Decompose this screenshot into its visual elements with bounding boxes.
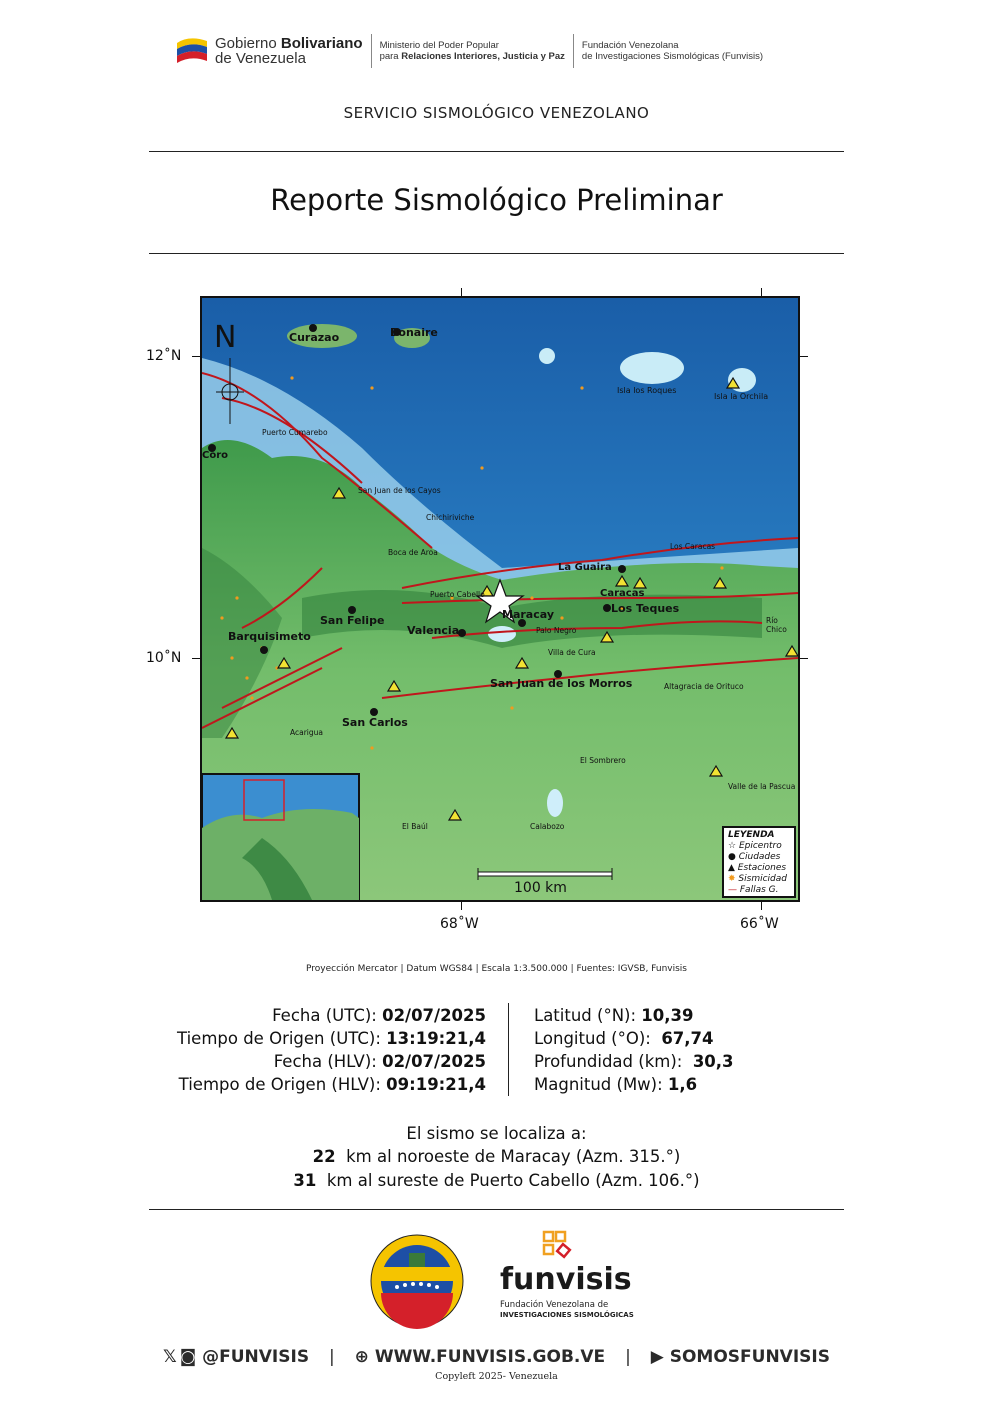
label-barquisimeto: Barquisimeto (228, 630, 311, 643)
foundation-name (582, 40, 763, 62)
social-links (0, 1347, 993, 1367)
social-handle[interactable]: @FUNVISIS (202, 1347, 310, 1367)
bottom-rule (149, 1209, 844, 1210)
latitude-label: Latitud (°N): (534, 1006, 642, 1025)
label-el-sombrero: El Sombrero (580, 756, 626, 765)
ministry-line1: Ministerio del Poder Popular (379, 40, 499, 51)
lat-label-12: 12˚N (146, 348, 182, 364)
funvisis-line1: Fundación Venezolana de (500, 1300, 609, 1310)
label-chichiriviche: Chichiriviche (426, 513, 475, 522)
ministry-name (380, 40, 565, 62)
north-label: N (214, 320, 237, 355)
utc-date-row (130, 1004, 486, 1027)
tick-bottom-66 (761, 902, 762, 910)
legend-stations: ▲ Estaciones (728, 863, 787, 873)
label-el-baul: El Baúl (402, 822, 428, 831)
depth-row (534, 1050, 834, 1073)
government-logo (175, 33, 363, 69)
longitude-row (534, 1027, 834, 1050)
label-calabozo: Calabozo (530, 822, 565, 831)
top-rule (149, 151, 844, 152)
label-villa-cura: Villa de Cura (548, 648, 596, 657)
longitude-label: Longitud (°O): (534, 1029, 662, 1048)
map-legend (722, 826, 796, 898)
legend-epicenter: ☆ Epicentro (728, 841, 782, 851)
tick-right-12 (800, 356, 808, 357)
tick-top-66 (761, 288, 762, 296)
event-time-block (130, 1004, 486, 1096)
label-san-carlos: San Carlos (342, 716, 408, 729)
instagram-icon[interactable]: ◙ (179, 1347, 197, 1367)
label-san-juan-morros: San Juan de los Morros (490, 677, 633, 690)
label-los-teques: Los Teques (611, 602, 680, 615)
depth-value: 30,3 (692, 1052, 734, 1071)
header-logos (175, 28, 763, 74)
label-puerto-cumarebo: Puerto Cumarebo (262, 428, 328, 437)
legend-epicenter-label: Epicentro (738, 841, 782, 851)
foundation-line2: de Investigaciones Sismológicas (Funvisis) (581, 51, 764, 62)
label-valencia: Valencia (407, 624, 460, 637)
globe-icon: ⊕ (354, 1347, 369, 1367)
label-altagracia: Altagracia de Orituco (664, 682, 744, 691)
header-divider-2 (573, 34, 574, 68)
foundation-line1: Fundación Venezolana (581, 40, 679, 51)
legend-seismicity: ✸ Sismicidad (728, 874, 787, 884)
distance-2-km: 31 (293, 1171, 317, 1190)
magnitude-row (534, 1073, 834, 1096)
hlv-date-label: Fecha (HLV): (273, 1052, 383, 1071)
title-rule (149, 253, 844, 254)
longitude-value: 67,74 (661, 1029, 714, 1048)
hlv-date-row (130, 1050, 486, 1073)
label-san-felipe: San Felipe (320, 614, 385, 627)
hlv-time-value: 09:19:21,4 (386, 1075, 486, 1094)
gov-name-a: Gobierno (215, 35, 281, 52)
scale-label: 100 km (514, 880, 567, 896)
lon-label-68: 68˚W (440, 916, 479, 932)
depth-label: Profundidad (km): (534, 1052, 693, 1071)
label-bonaire: Bonaire (390, 326, 438, 339)
utc-date-label: Fecha (UTC): (272, 1006, 383, 1025)
label-palo-negro: Palo Negro (536, 626, 577, 635)
youtube-icon[interactable]: ▶ (650, 1347, 664, 1367)
label-valle-pascua: Valle de la Pascua (728, 782, 796, 791)
ministry-seal (369, 1233, 465, 1329)
distance-1-text: km al noroeste de Maracay (Azm. 315.°) (335, 1147, 681, 1166)
seismic-map (200, 296, 800, 902)
label-maracay: Maracay (502, 608, 554, 621)
tick-left-10 (192, 658, 200, 659)
label-caracas: Caracas (600, 588, 645, 599)
report-title: Reporte Sismológico Preliminar (270, 183, 723, 217)
gov-name-line2: de Venezuela (215, 50, 306, 67)
label-la-orchila: Isla la Orchila (714, 392, 769, 401)
label-los-roques: Isla los Roques (617, 386, 677, 395)
legend-stations-label: Estaciones (737, 863, 787, 873)
label-puerto-cabello: Puerto Cabello (430, 590, 485, 599)
label-boca-aroa: Boca de Aroa (388, 548, 438, 557)
utc-time-value: 13:19:21,4 (386, 1029, 486, 1048)
service-name: SERVICIO SISMOLÓGICO VENEZOLANO (343, 104, 650, 122)
hlv-date-value: 02/07/2025 (382, 1052, 486, 1071)
ministry-seal-icon (369, 1233, 465, 1329)
label-rio-chico: Río Chico (766, 616, 787, 634)
magnitude-label: Magnitud (Mw): (534, 1075, 668, 1094)
location-line-1 (0, 1147, 993, 1166)
website-link[interactable]: WWW.FUNVISIS.GOB.VE (374, 1347, 606, 1367)
legend-cities-label: Ciudades (738, 852, 781, 862)
legend-cities: ● Ciudades (728, 852, 781, 862)
label-curazao: Curazao (289, 331, 340, 344)
social-separator-1: | (329, 1347, 335, 1367)
distance-2-text: km al sureste de Puerto Cabello (Azm. 106.°) (316, 1171, 700, 1190)
label-coro: Coro (202, 450, 229, 461)
gov-name-b: Bolivariano (280, 35, 363, 52)
ministry-line2b: Relaciones Interiores, Justicia y Paz (401, 51, 565, 62)
funvisis-squares-icon (542, 1230, 582, 1264)
funvisis-wordmark: funvisis (500, 1262, 632, 1297)
label-acarigua: Acarigua (290, 728, 323, 737)
social-separator-2: | (625, 1347, 631, 1367)
funvisis-logo (500, 1230, 634, 1326)
legend-seismicity-label: Sismicidad (738, 874, 787, 884)
distance-1-km: 22 (312, 1147, 336, 1166)
legend-faults-label: Fallas G. (739, 885, 779, 895)
legend-title: LEYENDA (728, 830, 775, 840)
tick-right-10 (800, 658, 808, 659)
funvisis-line2: INVESTIGACIONES SISMOLÓGICAS (500, 1311, 634, 1319)
event-params-block (534, 1004, 834, 1096)
label-la-guaira: La Guaira (558, 562, 612, 573)
magnitude-value: 1,6 (667, 1075, 698, 1094)
tick-bottom-68 (461, 902, 462, 910)
utc-time-label: Tiempo de Origen (UTC): (177, 1029, 387, 1048)
header-divider (371, 34, 372, 68)
x-icon[interactable]: 𝕏 (163, 1347, 177, 1367)
ministry-line2a: para (379, 51, 402, 62)
inset-map (202, 774, 359, 900)
location-line-2 (0, 1171, 993, 1190)
venezuela-flag-swirl-icon (175, 33, 209, 69)
lon-label-66: 66˚W (740, 916, 779, 932)
hlv-time-row (130, 1073, 486, 1096)
youtube-link[interactable]: SOMOSFUNVISIS (669, 1347, 830, 1367)
utc-time-row (130, 1027, 486, 1050)
location-title: El sismo se localiza a: (406, 1124, 587, 1143)
map-caption: Proyección Mercator | Datum WGS84 | Escala 1:3.500.000 | Fuentes: IGVSB, Funvisis (306, 964, 687, 974)
lat-label-10: 10˚N (146, 650, 182, 666)
data-divider (508, 1003, 509, 1096)
latitude-row (534, 1004, 834, 1027)
tick-left-12 (192, 356, 200, 357)
latitude-value: 10,39 (641, 1006, 694, 1025)
map-graphic (202, 298, 798, 900)
copyleft: Copyleft 2025- Venezuela (435, 1371, 558, 1382)
tick-top-68 (461, 288, 462, 296)
label-los-caracas: Los Caracas (670, 542, 716, 551)
utc-date-value: 02/07/2025 (382, 1006, 486, 1025)
legend-faults: — Fallas G. (728, 885, 779, 895)
label-san-juan-cayos: San Juan de los Cayos (358, 486, 441, 495)
hlv-time-label: Tiempo de Origen (HLV): (178, 1075, 387, 1094)
